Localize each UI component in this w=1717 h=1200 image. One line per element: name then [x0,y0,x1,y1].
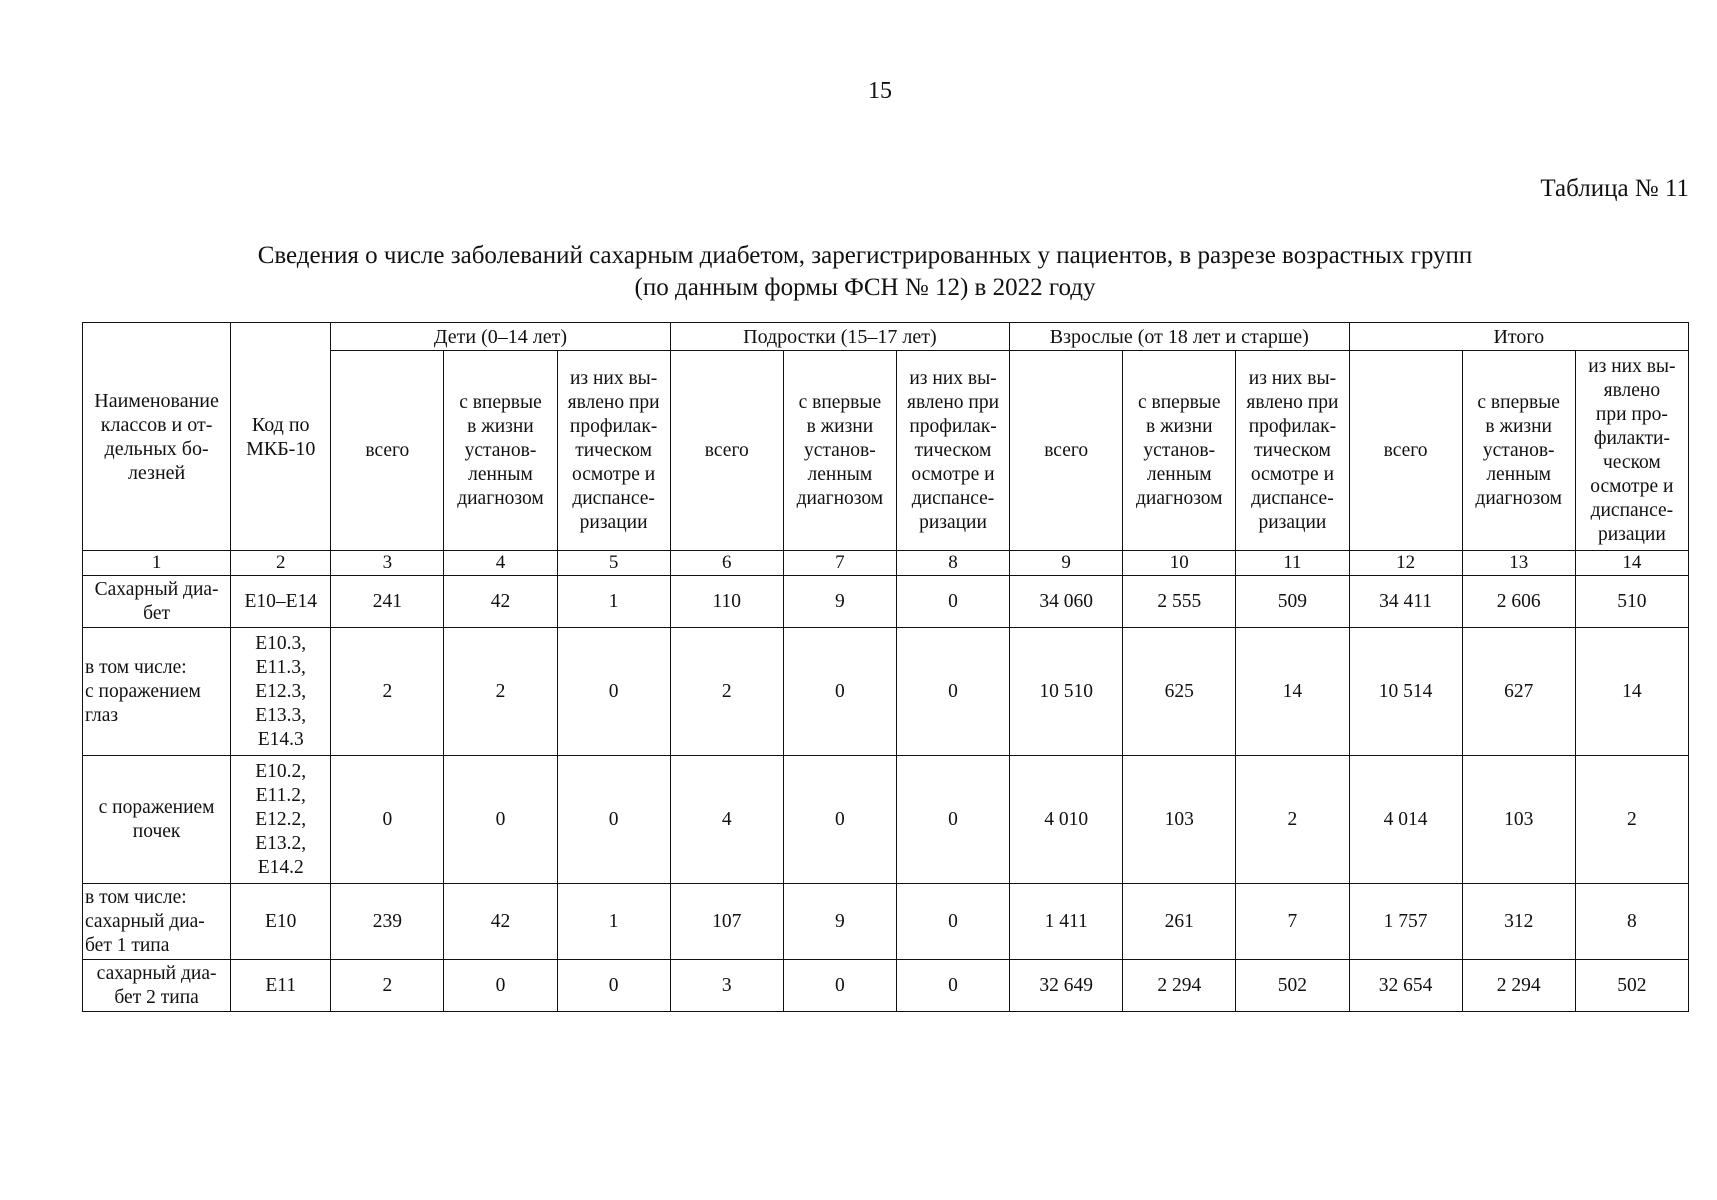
table-cell: 110 [670,576,783,628]
table-row [83,628,1689,756]
table-cell: 502 [1575,960,1688,1012]
table-cell: 2 [1575,756,1688,884]
table-cell: 0 [896,576,1009,628]
table-cell: 4 014 [1349,756,1462,884]
column-number-row [83,551,1689,576]
table-cell: 7 [1236,884,1349,960]
table-cell: 2 [331,628,444,756]
row-code: E10.2, E11.2, E12.2, E13.2, E14.2 [231,756,331,884]
table-cell: 0 [783,756,896,884]
page-number: 15 [868,78,892,104]
column-number: 4 [444,551,557,576]
column-number: 11 [1236,551,1349,576]
title-line-1: Сведения о числе заболеваний сахарным диабетом, зарегистрированных у пациентов, в разрезе возрастных групп [257,242,1473,269]
table-cell: 14 [1575,628,1688,756]
row-name: сахарный диа- бет 2 типа [83,960,231,1012]
row-name: с поражением почек [83,756,231,884]
table-cell: 0 [444,960,557,1012]
header-total: всего [1349,351,1462,551]
header-first-diagnosed: с впервые в жизни установ- ленным диагнозом [1123,351,1236,551]
table-cell: 103 [1462,756,1575,884]
table-cell: 0 [557,756,670,884]
column-number: 9 [1010,551,1123,576]
table-cell: 312 [1462,884,1575,960]
row-code: E11 [231,960,331,1012]
header-group-children: Дети (0–14 лет) [331,323,670,351]
column-number: 5 [557,551,670,576]
column-number: 14 [1575,551,1688,576]
table-cell: 239 [331,884,444,960]
table-cell: 32 649 [1010,960,1123,1012]
table-cell: 107 [670,884,783,960]
table-cell: 9 [783,884,896,960]
table-row [83,756,1689,884]
table-cell: 0 [896,884,1009,960]
table-cell: 103 [1123,756,1236,884]
table-cell: 0 [444,756,557,884]
row-code: E10 [231,884,331,960]
column-number: 8 [896,551,1009,576]
table-cell: 510 [1575,576,1688,628]
group-header-row [83,323,1689,351]
table-cell: 0 [896,960,1009,1012]
header-first-diagnosed: с впервые в жизни установ- ленным диагнозом [1462,351,1575,551]
table-cell: 2 [331,960,444,1012]
table-cell: 0 [896,756,1009,884]
column-number: 2 [231,551,331,576]
table-cell: 2 [1236,756,1349,884]
table-cell: 502 [1236,960,1349,1012]
table-cell: 34 411 [1349,576,1462,628]
column-number: 10 [1123,551,1236,576]
header-total: всего [670,351,783,551]
table-cell: 10 514 [1349,628,1462,756]
table-cell: 9 [783,576,896,628]
table-cell: 0 [331,756,444,884]
table-cell: 4 010 [1010,756,1123,884]
header-first-diagnosed: с впервые в жизни установ- ленным диагнозом [783,351,896,551]
header-group-adolescents: Подростки (15–17 лет) [670,323,1009,351]
table-cell: 2 [670,628,783,756]
table-cell: 509 [1236,576,1349,628]
column-number: 12 [1349,551,1462,576]
column-number: 6 [670,551,783,576]
table-cell: 0 [783,960,896,1012]
table-cell: 0 [783,628,896,756]
table-cell: 0 [557,628,670,756]
header-preventive: из них вы- явлено при профилак- тическом осмотре и диспансе- ризации [896,351,1009,551]
table-cell: 241 [331,576,444,628]
table-cell: 42 [444,884,557,960]
document-title [150,240,1580,304]
table-cell: 0 [557,960,670,1012]
table-row [83,960,1689,1012]
table-cell: 14 [1236,628,1349,756]
column-number: 3 [331,551,444,576]
row-name: в том числе: с поражением глаз [83,628,231,756]
table-cell: 3 [670,960,783,1012]
title-line-2: (по данным формы ФСН № 12) в 2022 году [634,274,1096,301]
row-name: в том числе: сахарный диа- бет 1 типа [83,884,231,960]
table-cell: 2 606 [1462,576,1575,628]
row-name: Сахарный диа- бет [83,576,231,628]
header-group-adults: Взрослые (от 18 лет и старше) [1010,323,1349,351]
row-code: E10–E14 [231,576,331,628]
table-cell: 1 [557,884,670,960]
header-preventive: из них вы- явлено при профилак- тическом осмотре и диспансе- ризации [557,351,670,551]
row-code: E10.3, E11.3, E12.3, E13.3, E14.3 [231,628,331,756]
table-cell: 627 [1462,628,1575,756]
header-disease-name: Наименование классов и от- дельных бо- лезней [83,323,231,551]
table-cell: 2 294 [1462,960,1575,1012]
table-cell: 261 [1123,884,1236,960]
column-number: 1 [83,551,231,576]
table-row [83,576,1689,628]
table-cell: 4 [670,756,783,884]
table-cell: 0 [896,628,1009,756]
column-number: 7 [783,551,896,576]
table-cell: 10 510 [1010,628,1123,756]
table-cell: 1 757 [1349,884,1462,960]
table-cell: 2 294 [1123,960,1236,1012]
column-number: 13 [1462,551,1575,576]
table-cell: 2 555 [1123,576,1236,628]
header-preventive: из них вы- явлено при профилак- тическом осмотре и диспансе- ризации [1236,351,1349,551]
table-cell: 625 [1123,628,1236,756]
header-total: всего [331,351,444,551]
table-cell: 42 [444,576,557,628]
header-preventive: из них вы- явлено при про- филакти- ческом осмотре и диспансе- ризации [1575,351,1688,551]
table-cell: 34 060 [1010,576,1123,628]
table-cell: 1 411 [1010,884,1123,960]
table-row [83,884,1689,960]
header-group-total: Итого [1349,323,1689,351]
diabetes-statistics-table [82,322,1689,1012]
header-first-diagnosed: с впервые в жизни установ- ленным диагнозом [444,351,557,551]
table-cell: 8 [1575,884,1688,960]
header-icd-code: Код по МКБ-10 [231,323,331,551]
table-label: Таблица № 11 [1540,175,1689,202]
table-cell: 2 [444,628,557,756]
header-total: всего [1010,351,1123,551]
table-cell: 1 [557,576,670,628]
table-cell: 32 654 [1349,960,1462,1012]
